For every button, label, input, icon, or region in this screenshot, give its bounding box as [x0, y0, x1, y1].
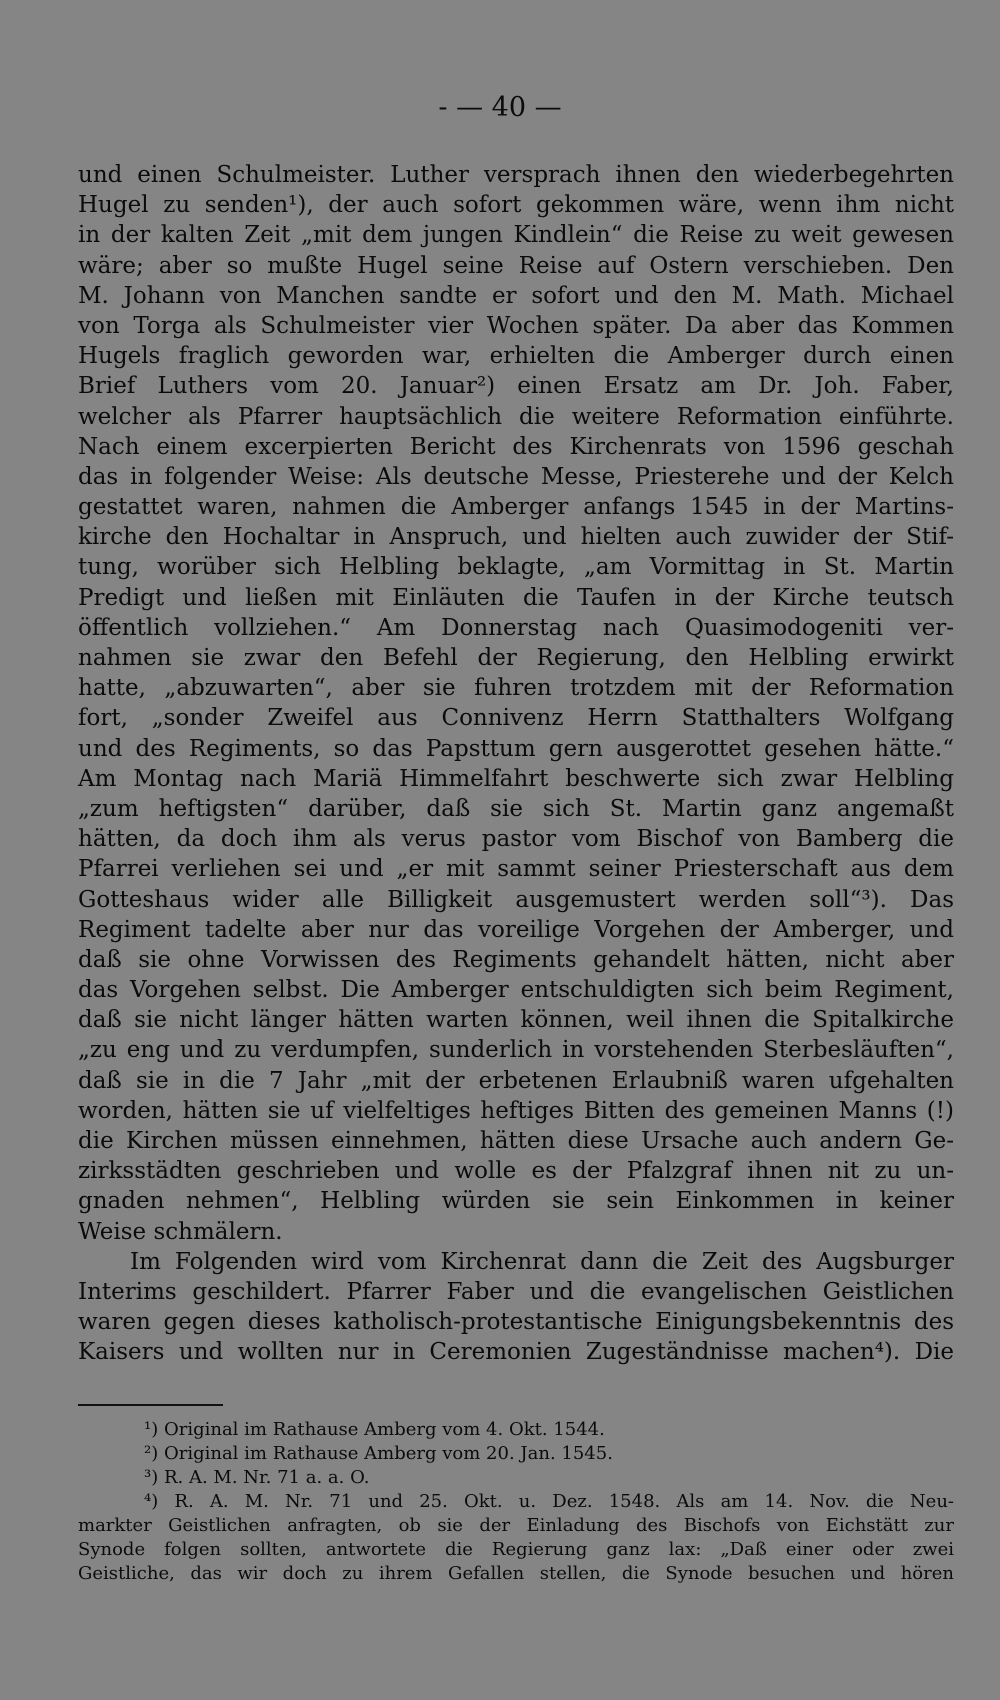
footnote-4-continuation: Synode folgen sollten, antwortete die Regierung ganz lax: „Daß einer oder zwei	[78, 1539, 954, 1560]
footnotes	[78, 1418, 954, 1586]
text-line: gnaden nehmen“, Helbling würden sie sein Einkommen in keiner	[78, 1188, 954, 1215]
text-line: tung, worüber sich Helbling beklagte, „am Vormittag in St. Martin	[78, 554, 954, 581]
body-text	[78, 160, 954, 1368]
text-line: wäre; aber so mußte Hugel seine Reise auf Ostern verschieben. Den	[78, 252, 954, 279]
text-line: gestattet waren, nahmen die Amberger anfangs 1545 in der Martins-	[78, 494, 954, 521]
text-line-paragraph-start: Im Folgenden wird vom Kirchenrat dann die Zeit des Augsburger	[130, 1248, 954, 1275]
text-line: von Torga als Schulmeister vier Wochen später. Da aber das Kommen	[78, 312, 954, 339]
text-line: das Vorgehen selbst. Die Amberger entschuldigten sich beim Regiment,	[78, 977, 954, 1004]
text-line: die Kirchen müssen einnehmen, hätten diese Ursache auch andern Ge-	[78, 1128, 954, 1154]
text-line: fort, „sonder Zweifel aus Connivenz Herrn Statthalters Wolfgang	[78, 705, 954, 732]
footnote-4: ⁴) R. A. M. Nr. 71 und 25. Okt. u. Dez. 1548. Als am 14. Nov. die Neu-	[144, 1491, 954, 1512]
text-line: Kaisers und wollten nur in Ceremonien Zugeständnisse machen⁴). Die	[78, 1339, 954, 1366]
text-line: Interims geschildert. Pfarrer Faber und die evangelischen Geistlichen	[78, 1278, 954, 1305]
footnote-3: ³) R. A. M. Nr. 71 a. a. O.	[144, 1467, 370, 1488]
text-line: das in folgender Weise: Als deutsche Messe, Priesterehe und der Kelch	[78, 463, 954, 490]
footnote-4-continuation: markter Geistlichen anfragten, ob sie der Einladung des Bischofs von Eichstätt zur	[78, 1515, 954, 1536]
text-line: M. Johann von Manchen sandte er sofort und den M. Math. Michael	[78, 282, 954, 309]
text-line: welcher als Pfarrer hauptsächlich die weitere Reformation einführte.	[78, 403, 954, 430]
text-line: öffentlich vollziehen.“ Am Donnerstag nach Quasimodogeniti ver-	[78, 614, 954, 641]
footnote-4-continuation: Geistliche, das wir doch zu ihrem Gefallen stellen, die Synode besuchen und hören	[78, 1563, 954, 1584]
text-line: Regiment tadelte aber nur das voreilige Vorgehen der Amberger, und	[78, 916, 954, 943]
text-line-paragraph-end: Weise schmälern.	[78, 1218, 283, 1245]
text-line: „zum heftigsten“ darüber, daß sie sich St. Martin ganz angemaßt	[78, 795, 954, 822]
footnote-1: ¹) Original im Rathause Amberg vom 4. Okt. 1544.	[144, 1419, 605, 1440]
text-line: kirche den Hochaltar in Anspruch, und hielten auch zuwider der Stif-	[78, 524, 954, 551]
text-line: Pfarrei verliehen sei und „er mit sammt seiner Priesterschaft aus dem	[78, 856, 954, 883]
footnote-divider	[78, 1404, 223, 1406]
text-line: Nach einem excerpierten Bericht des Kirchenrats von 1596 geschah	[78, 433, 954, 460]
text-line: waren gegen dieses katholisch-protestantische Einigungsbekenntnis des	[78, 1309, 954, 1336]
text-line: Gotteshaus wider alle Billigkeit ausgemustert werden soll“³). Das	[78, 886, 954, 913]
text-line: hatte, „abzuwarten“, aber sie fuhren trotzdem mit der Reformation	[78, 675, 954, 702]
text-line: Predigt und ließen mit Einläuten die Taufen in der Kirche teutsch	[78, 584, 954, 611]
text-line: nahmen sie zwar den Befehl der Regierung, den Helbling erwirkt	[78, 645, 954, 671]
text-line: daß sie ohne Vorwissen des Regiments gehandelt hätten, nicht aber	[78, 946, 954, 973]
text-line: Hugels fraglich geworden war, erhielten die Amberger durch einen	[78, 343, 954, 370]
page-number-header: - — 40 —	[438, 92, 562, 123]
text-line: und einen Schulmeister. Luther versprach ihnen den wiederbegehrten	[78, 162, 954, 188]
text-line: hätten, da doch ihm als verus pastor vom Bischof von Bamberg die	[78, 826, 954, 853]
text-line: Hugel zu senden¹), der auch sofort gekommen wäre, wenn ihm nicht	[78, 192, 954, 219]
text-line: daß sie nicht länger hätten warten können, weil ihnen die Spitalkirche	[78, 1007, 954, 1034]
footnote-2: ²) Original im Rathause Amberg vom 20. Jan. 1545.	[144, 1443, 613, 1464]
text-line: Am Montag nach Mariä Himmelfahrt beschwerte sich zwar Helbling	[78, 765, 954, 792]
text-line: worden, hätten sie uf vielfeltiges heftiges Bitten des gemeinen Manns (!)	[78, 1097, 954, 1124]
text-line: zirksstädten geschrieben und wolle es der Pfalzgraf ihnen nit zu un-	[78, 1158, 954, 1185]
text-line: in der kalten Zeit „mit dem jungen Kindlein“ die Reise zu weit gewesen	[78, 222, 954, 249]
text-line: Brief Luthers vom 20. Januar²) einen Ersatz am Dr. Joh. Faber,	[78, 373, 954, 400]
text-line: „zu eng und zu verdumpfen, sunderlich in vorstehenden Sterbesläuften“,	[78, 1037, 954, 1064]
text-line: daß sie in die 7 Jahr „mit der erbetenen Erlaubniß waren ufgehalten	[78, 1067, 954, 1094]
text-line: und des Regiments, so das Papsttum gern ausgerottet gesehen hätte.“	[78, 735, 954, 762]
